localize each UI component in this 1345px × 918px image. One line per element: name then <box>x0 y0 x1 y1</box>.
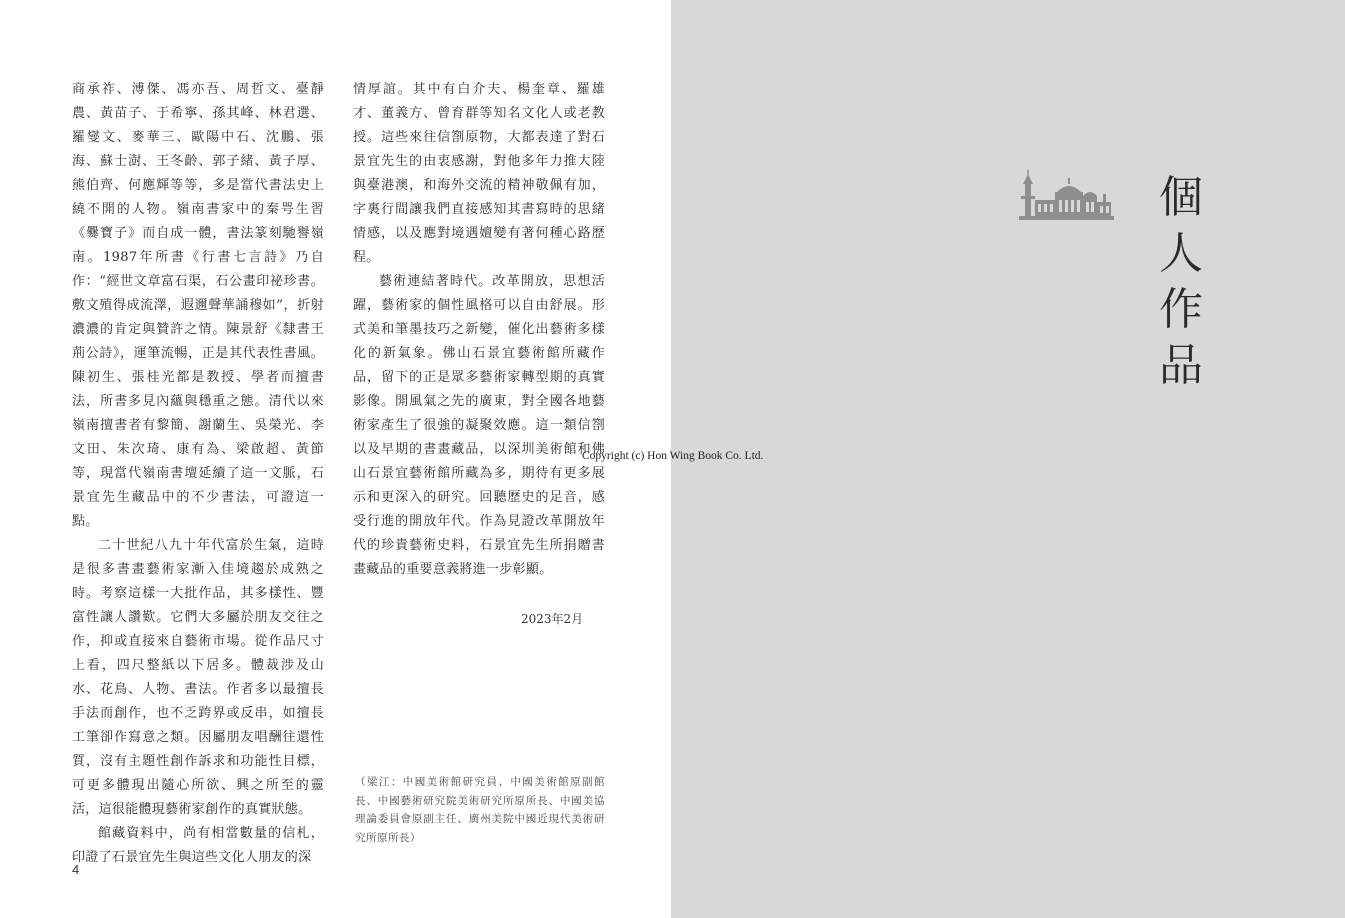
article-date: 2023年2月 <box>521 612 584 626</box>
section-title <box>1154 170 1208 394</box>
right-text-column <box>353 78 605 582</box>
section-title-char: 個 <box>1159 172 1203 223</box>
page-number: 4 <box>72 862 80 877</box>
paragraph: 情厚誼。其中有白介夫、楊奎章、羅雄才、董義方、曾育群等知名文化人或老教授。這些來往信劄原物，大都表達了對石景宜先生的由衷感謝，對他多年力推大陸與臺港澳，和海外交流的精神敬佩有加，字裏行間讓我們直接感知其書寫時的思緒情感，以及應對境遇嬗變有著何種心路歷程。 <box>353 82 605 265</box>
section-title-char: 作 <box>1159 284 1203 335</box>
author-note: （梁江：中國美術館研究員、中國美術館原副館長、中國藝術研究院美術研究所原所長、中國美協理論委員會原副主任、廣州美院中國近現代美術研究所原所長） <box>355 776 605 844</box>
paragraph: 商承祚、溥傑、馮亦吾、周哲文、臺靜農、黃苗子、于希寧、孫其峰、林君選、羅燮文、麥華三、歐陽中石、沈鵬、張海、蘇士澍、王冬齡、郭子緒、黃子厚、熊伯齊、何應輝等等，多是當代書法史上繞不開的人物。嶺南書家中的秦咢生習《爨寶子》而自成一體，書法篆刻馳譽嶺南。1987年所書《行書七言詩》乃自作：“經世文章富石渠，石公畫印祕珍書。敷文殖得成流澤，遐邇聲華誦穆如”，折射濃濃的肯定與贊許之情。陳景舒《隸書王荊公詩》，運筆流暢，正是其代表性書風。陳初生、張桂光都是教授、學者而擅書法，所書多見內蘊與穩重之態。清代以來嶺南擅書者有黎簡、謝蘭生、吳榮光、李文田、朱次琦、康有為、梁啟超、黃節等，現當代嶺南書壇延續了這一文脈，石景宜先生藏品中的不少書法，可證這一點。 <box>72 82 324 529</box>
paragraph: 館藏資料中，尚有相當數量的信札，印證了石景宜先生與這些文化人朋友的深 <box>72 826 324 865</box>
paragraph: 二十世紀八九十年代富於生氣，這時是很多書畫藝術家漸入佳境趨於成熟之時。考察這樣一大批作品，其多樣性、豐富性讓人讚歎。它們大多屬於朋友交往之作，抑或直接來自藝術市場。從作品尺寸上看，四尺整紙以下居多。體裁涉及山水、花鳥、人物、書法。作者多以最擅長手法而創作，也不乏跨界或反串，如擅長工筆卻作寫意之類。因屬朋友唱酬往還性質，沒有主題性創作訴求和功能性目標，可更多體現出隨心所欲、興之所至的靈活，這很能體現藝術家創作的真實狀態。 <box>72 538 324 817</box>
paragraph: 藝術連結著時代。改革開放，思想活躍，藝術家的個性風格可以自由舒展。形式美和筆墨技巧之新變，催化出藝術多樣化的新氣象。佛山石景宜藝術館所藏作品，留下的正是眾多藝術家轉型期的真實影像。開風氣之先的廣東，對全國各地藝術家產生了很強的凝聚效應。這一類信劄以及早期的書畫藏品，以深圳美術館和佛山石景宜藝術館所藏為多，期待有更多展示和更深入的研究。回聽歷史的足音，感受行進的開放年代。作為見證改革開放年代的珍貴藝術史料，石景宜先生所捐贈書畫藏品的重要意義將進一步彰顯。 <box>353 274 605 577</box>
section-title-char: 品 <box>1159 340 1203 391</box>
right-page <box>671 0 1345 918</box>
building-silhouette-icon <box>1019 170 1114 220</box>
copyright-notice: Copyright (c) Hon Wing Book Co. Ltd. <box>582 450 764 462</box>
section-title-char: 人 <box>1159 228 1203 279</box>
left-page <box>0 0 671 918</box>
left-text-column <box>72 78 324 870</box>
